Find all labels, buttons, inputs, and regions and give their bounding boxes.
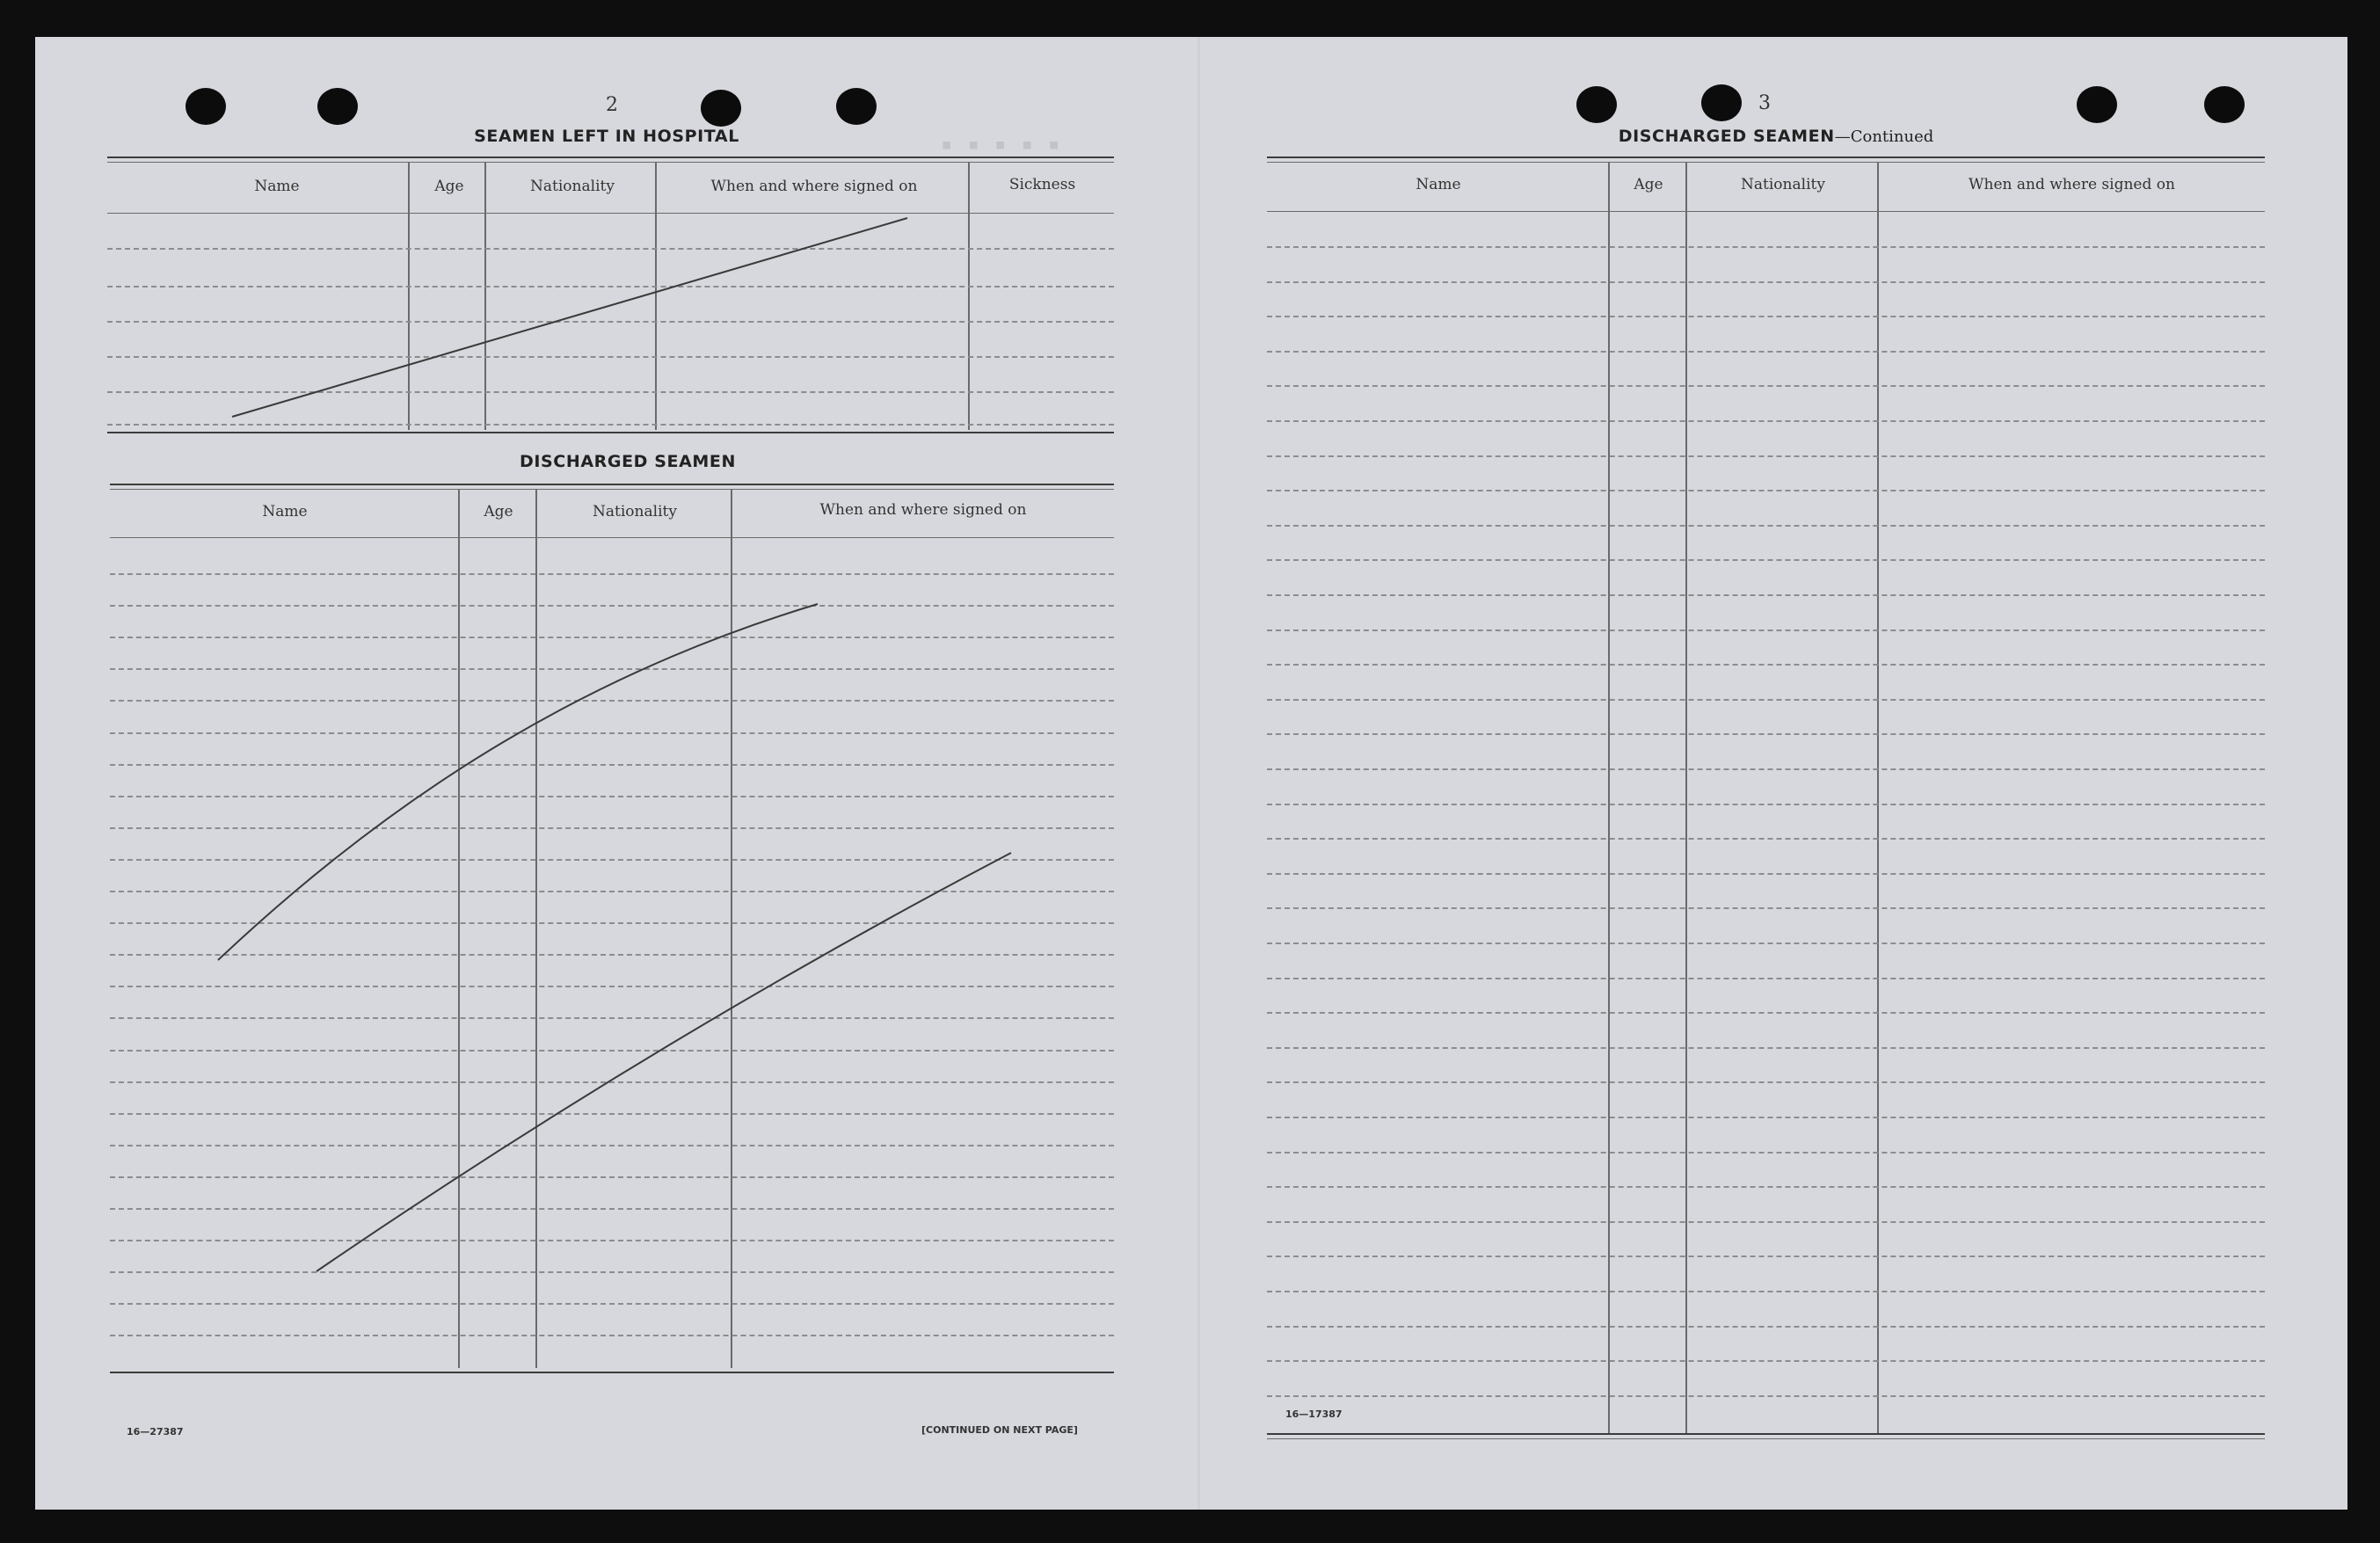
rule: [110, 1372, 1114, 1373]
entry-line: [110, 605, 1114, 607]
column-divider: [1685, 162, 1687, 1435]
rule: [107, 432, 1114, 433]
entry-line: [110, 732, 1114, 734]
entry-line: [1267, 907, 2265, 909]
entry-line: [107, 424, 1114, 426]
entry-line: [110, 859, 1114, 861]
bleed-through-text: ▪ ▪ ▪ ▪ ▪: [941, 134, 1062, 156]
entry-line: [1267, 455, 2265, 457]
column-header-signed-on: When and where signed on: [1969, 176, 2175, 193]
column-header-name: Name: [262, 503, 308, 520]
entry-line: [1267, 1395, 2265, 1397]
column-divider: [484, 162, 486, 430]
entry-line: [110, 1145, 1114, 1146]
column-header-age: Age: [484, 503, 513, 520]
page-number: 2: [606, 94, 618, 116]
entry-line: [107, 356, 1114, 358]
page-number: 3: [1758, 92, 1771, 114]
entry-line: [110, 668, 1114, 670]
rule: [110, 489, 1114, 490]
entry-line: [1267, 1012, 2265, 1014]
column-header-age: Age: [434, 178, 464, 195]
entry-line: [1267, 1047, 2265, 1049]
entry-line: [1267, 1256, 2265, 1257]
entry-line: [110, 827, 1114, 829]
entry-line: [110, 891, 1114, 892]
column-header-signed-on: When and where signed on: [819, 501, 1027, 519]
rule: [107, 162, 1114, 163]
rule: [1267, 211, 2265, 212]
entry-line: [110, 954, 1114, 956]
entry-line: [1267, 1152, 2265, 1154]
column-divider: [458, 489, 460, 1368]
entry-line: [1267, 978, 2265, 979]
punch-hole: [186, 88, 226, 125]
entry-line: [107, 391, 1114, 393]
continued-note: [CONTINUED ON NEXT PAGE]: [921, 1424, 1078, 1436]
entry-line: [110, 1017, 1114, 1019]
entry-line: [110, 1271, 1114, 1273]
entry-line: [1267, 281, 2265, 283]
discharged-section-title: DISCHARGED SEAMEN: [519, 452, 737, 471]
entry-line: [110, 1240, 1114, 1241]
entry-line: [107, 321, 1114, 323]
column-divider: [655, 162, 657, 430]
entry-line: [110, 1303, 1114, 1305]
entry-line: [1267, 1360, 2265, 1362]
punch-hole: [317, 88, 358, 125]
punch-hole: [2204, 86, 2245, 123]
entry-line: [1267, 873, 2265, 875]
entry-line: [1267, 1186, 2265, 1188]
entry-line: [110, 922, 1114, 924]
entry-line: [1267, 385, 2265, 387]
punch-hole: [836, 88, 877, 125]
entry-line: [110, 1335, 1114, 1336]
column-header-name: Name: [254, 178, 300, 195]
entry-line: [1267, 838, 2265, 840]
form-number: 16—27387: [127, 1426, 184, 1437]
column-header-nationality: Nationality: [593, 503, 677, 520]
entry-line: [1267, 733, 2265, 735]
punch-hole: [2077, 86, 2117, 123]
entry-line: [110, 764, 1114, 766]
rule: [1267, 1433, 2265, 1435]
column-divider: [1877, 162, 1879, 1435]
column-header-sickness: Sickness: [1008, 176, 1076, 193]
column-divider: [1608, 162, 1610, 1435]
entry-line: [1267, 594, 2265, 596]
entry-line: [1267, 559, 2265, 561]
punch-hole: [701, 90, 741, 127]
column-header-age: Age: [1634, 176, 1663, 193]
entry-line: [1267, 246, 2265, 248]
entry-line: [1267, 420, 2265, 422]
entry-line: [1267, 943, 2265, 944]
entry-line: [1267, 699, 2265, 701]
entry-line: [1267, 664, 2265, 666]
entry-line: [1267, 768, 2265, 770]
form-sheet: [35, 37, 2347, 1510]
discharged-continued-title: [1530, 127, 2022, 146]
punch-hole: [1576, 86, 1617, 123]
entry-line: [1267, 316, 2265, 317]
column-header-name: Name: [1416, 176, 1461, 193]
rule: [1267, 1438, 2265, 1439]
entry-line: [110, 1113, 1114, 1115]
entry-line: [110, 700, 1114, 702]
entry-line: [1267, 1117, 2265, 1118]
rule: [107, 213, 1114, 214]
rule: [1267, 162, 2265, 163]
entry-line: [1267, 804, 2265, 805]
entry-line: [1267, 1221, 2265, 1223]
entry-line: [107, 248, 1114, 250]
strike-line: [218, 604, 818, 960]
entry-line: [1267, 1291, 2265, 1292]
column-divider: [968, 162, 970, 430]
entry-line: [110, 1050, 1114, 1052]
entry-line: [1267, 351, 2265, 353]
rule: [1267, 156, 2265, 158]
page-fold: [1197, 37, 1200, 1510]
pen-strike-lines: [35, 37, 2347, 1510]
entry-line: [110, 1081, 1114, 1083]
entry-line: [110, 796, 1114, 797]
entry-line: [110, 1176, 1114, 1178]
column-header-nationality: Nationality: [530, 178, 615, 195]
section-title-text: DISCHARGED SEAMEN: [1618, 127, 1835, 146]
form-number: 16—17387: [1285, 1408, 1343, 1420]
entry-line: [110, 573, 1114, 575]
column-divider: [408, 162, 410, 430]
column-header-signed-on: When and where signed on: [710, 178, 918, 195]
entry-line: [1267, 525, 2265, 527]
column-divider: [535, 489, 537, 1368]
entry-line: [107, 286, 1114, 287]
entry-line: [110, 986, 1114, 987]
rule: [107, 156, 1114, 158]
entry-line: [1267, 630, 2265, 631]
rule: [110, 537, 1114, 538]
column-divider: [731, 489, 732, 1368]
entry-line: [110, 1208, 1114, 1210]
column-header-nationality: Nationality: [1741, 176, 1825, 193]
entry-line: [1267, 1326, 2265, 1328]
entry-line: [1267, 490, 2265, 491]
entry-line: [1267, 1081, 2265, 1083]
entry-line: [110, 637, 1114, 638]
rule: [110, 484, 1114, 485]
punch-hole: [1701, 84, 1742, 121]
section-title-suffix: —Continued: [1834, 127, 1934, 146]
hospital-section-title: SEAMEN LEFT IN HOSPITAL: [474, 127, 739, 146]
